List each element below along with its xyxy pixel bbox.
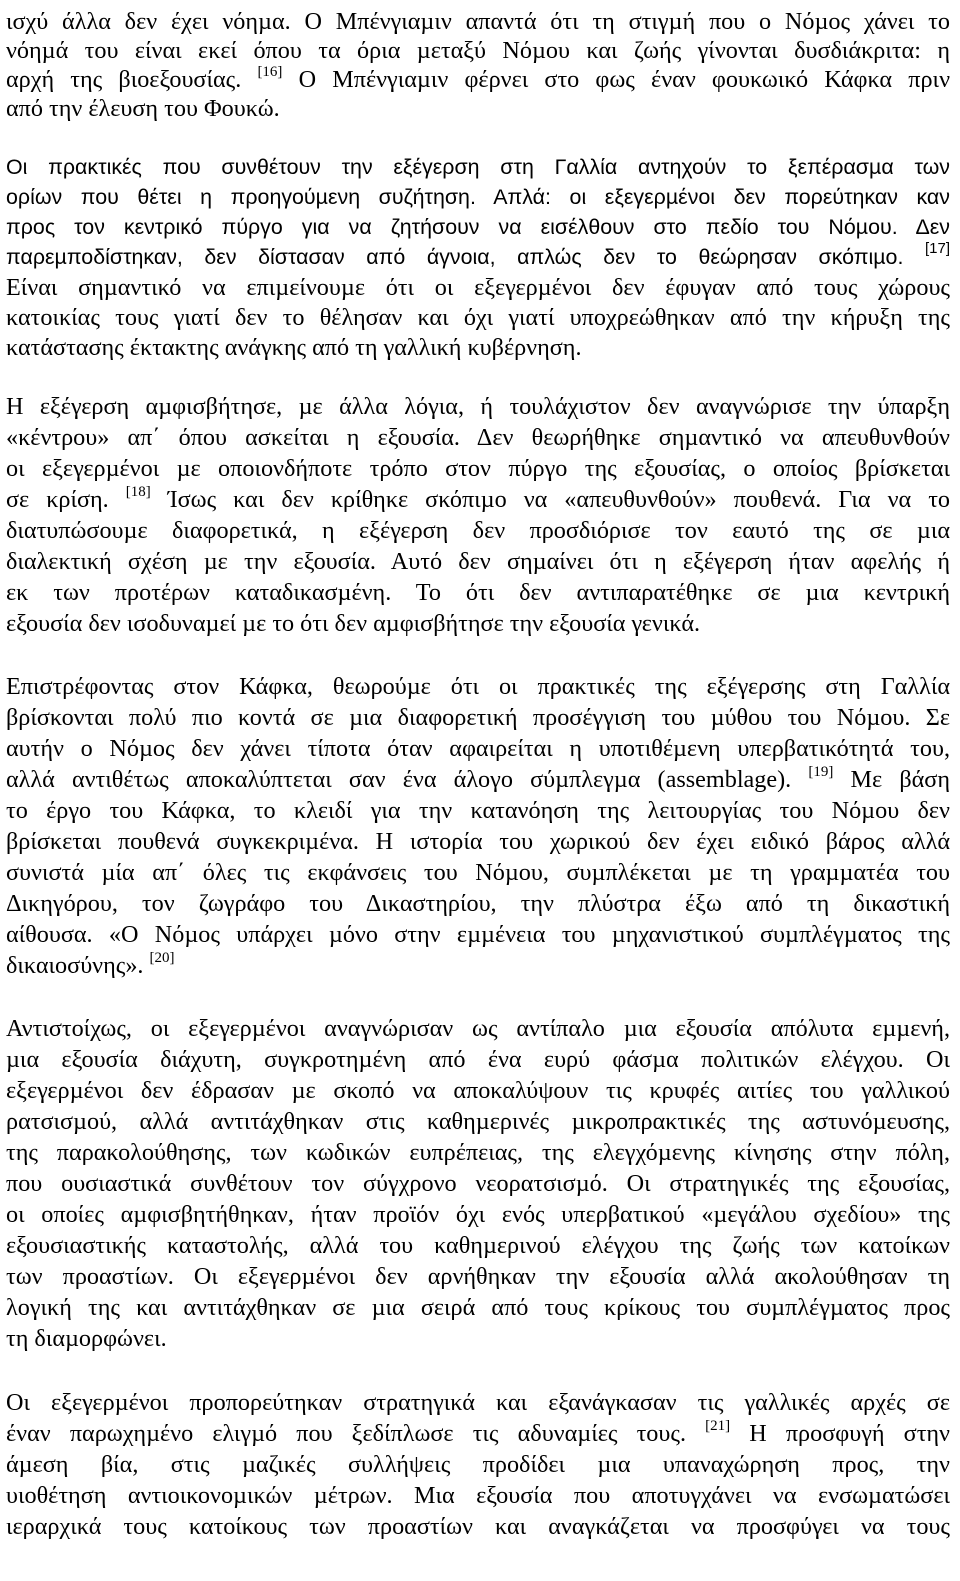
text-line: κατάστασης έκτακτης ανάγκης από τη γαλλική κυβέρνηση. [6, 334, 582, 361]
text-line: Δικηγόρου, τον ζωγράφο του Δικαστηρίου, την πλύστρα έξω από τη δικαστική [6, 890, 950, 917]
text-line: αλλά αντιθέτως αποκαλύπτεται σαν ένα άλογο σύµπλεγµα (assemblage). [19] Με βάση [6, 763, 950, 793]
text-line: οι οποίες αµφισβητήθηκαν, ήταν προϊόν όχι ενός υπερβατικού «µεγάλου σχεδίου» της [6, 1201, 950, 1228]
text-line: διατυπώσουµε διαφορετικά, η εξέγερση δεν προσδιόρισε τον εαυτό της σε µια [6, 517, 950, 544]
text-line: οι εξεγερµένοι µε οποιονδήποτε τρόπο στον πύργο της εξουσίας, ο οποίος βρίσκεται [6, 455, 950, 482]
text-line: Αντιστοίχως, οι εξεγερµένοι αναγνώρισαν ως αντίπαλο µια εξουσία απόλυτα εµµενή, [6, 1015, 950, 1042]
text-line: Οι πρακτικές που συνθέτουν την εξέγερση στη Γαλλία αντηχούν το ξεπέρασµα των [6, 155, 950, 179]
text-line: βρίσκονται πολύ πιο κοντά σε µια διαφορετική προσέγγιση του µύθου του Νόµου. Σε [6, 704, 950, 731]
text-line: ορίων που θέτει η προηγούµενη συζήτηση. Απλά: οι εξεγερµένοι δεν πορεύτηκαν καν [6, 185, 950, 209]
text-line: δικαιοσύνης». [20] [6, 949, 175, 979]
text-line: το έργο του Κάφκα, το κλειδί για την κατανόηση της λειτουργίας του Νόµου δεν [6, 797, 950, 824]
text-line: άµεση βία, στις µαζικές συλλήψεις προδίδει µια υπαναχώρηση προς, την [6, 1451, 950, 1478]
footnote-ref[interactable]: [21] [705, 1417, 731, 1434]
text-line: συνιστά µία απ΄ όλες τις εκφάνσεις του Νόµου, συµπλέκεται µε τη γραµµατέα του [6, 859, 950, 886]
text-line: αυτήν ο Νόµος δεν χάνει τίποτα όταν αφαιρείται η υποτιθέµενη υπερβατικότητά του, [6, 735, 950, 762]
footnote-ref[interactable]: [20] [149, 949, 175, 966]
text-line: προς τον κεντρικό πύργο για να ζητήσουν να εισέλθουν στο πεδίο του Νόµου. Δεν [6, 215, 950, 239]
text-line: Είναι σηµαντικό να επιµείνουµε ότι οι εξεγερµένοι δεν έφυγαν από τους χώρους [6, 274, 950, 301]
text-line: τη διαµορφώνει. [6, 1325, 167, 1352]
text-line: «κέντρου» απ΄ όπου ασκείται η εξουσία. Δεν θεωρήθηκε σηµαντικό να απευθυνθούν [6, 424, 950, 451]
footnote-ref[interactable]: [16] [257, 63, 283, 80]
text-line: διαλεκτική σχέση µε την εξουσία. Αυτό δεν σηµαίνει ότι η εξέγερση ήταν αφελής ή [6, 548, 950, 575]
text-line: ρατσισµού, αλλά αντιτάχθηκαν στις καθηµερινές µικροπρακτικές της αστυνόµευσης, [6, 1108, 950, 1135]
text-line: εκ των προτέρων καταδικασµένη. Το ότι δεν αντιπαρατέθηκε σε µια κεντρική [6, 579, 950, 606]
text-line: ισχύ άλλα δεν έχει νόηµα. Ο Μπένγιαµιν απαντά ότι τη στιγµή που ο Νόµος χάνει το [6, 8, 950, 35]
footnote-ref[interactable]: [17] [924, 239, 950, 257]
footnote-ref[interactable]: [18] [125, 483, 151, 500]
text-line: της παρακολούθησης, των κωδικών ευπρέπειας, της ελεγχόµενης κίνησης στην πόλη, [6, 1139, 950, 1166]
text-line: αίθουσα. «Ο Νόµος υπάρχει µόνο στην εµµένεια του µηχανιστικού συµπλέγµατος της [6, 921, 950, 948]
text-line: εξουσιαστικής καταστολής, αλλά του καθηµερινού ελέγχου της ζωής των κατοίκων [6, 1232, 950, 1259]
text-line: Η εξέγερση αµφισβήτησε, µε άλλα λόγια, ή τουλάχιστον δεν αναγνώρισε την ύπαρξη [6, 393, 950, 420]
text-line: των προαστίων. Οι εξεγερµένοι δεν αρνήθηκαν την εξουσία αλλά ακολούθησαν τη [6, 1263, 950, 1290]
text-line: βρίσκεται πουθενά συγκεκριµένα. Η ιστορία του χωρικού δεν έχει ειδικό βάρος αλλά [6, 828, 950, 855]
text-line: εξεγερµένοι δεν έδρασαν µε σκοπό να αποκαλύψουν τις κρυφές αιτίες του γαλλικού [6, 1077, 950, 1104]
text-line: εξουσία δεν ισοδυναµεί µε το ότι δεν αµφισβήτησε την εξουσία γενικά. [6, 610, 701, 637]
text-line: από την έλευση του Φουκώ. [6, 95, 280, 122]
text-line: παρεµποδίστηκαν, δεν δίστασαν από άγνοια, απλώς δεν το θεώρησαν σκόπιµο. [17] [6, 239, 950, 269]
text-line: Επιστρέφοντας στον Κάφκα, θεωρούµε ότι οι πρακτικές της εξέγερσης στη Γαλλία [6, 673, 950, 700]
text-line: κατοικίας τους γιατί δεν το θέλησαν και όχι γιατί υποχρεώθηκαν από την κήρυξη της [6, 304, 950, 331]
text-line: Οι εξεγερµένοι προπορεύτηκαν στρατηγικά και εξανάγκασαν τις γαλλικές αρχές σε [6, 1389, 950, 1416]
text-line: νόηµά του είναι εκεί όπου τα όρια µεταξύ Νόµου και ζωής γίνονται δυσδιάκριτα: η [6, 37, 950, 64]
text-line: λογική της και αντιτάχθηκαν σε µια σειρά από τους κρίκους του συµπλέγµατος προς [6, 1294, 950, 1321]
text-line: αρχή της βιοεξουσίας. [16] Ο Μπένγιαµιν φέρνει στο φως έναν φουκωικό Κάφκα πριν [6, 63, 950, 93]
text-line: σε κρίση. [18] Ίσως και δεν κρίθηκε σκόπιµο να «απευθυνθούν» πουθενά. Για να το [6, 483, 951, 513]
text-line: υιοθέτηση αντιοικονοµικών µέτρων. Μια εξουσία που αποτυγχάνει να ενσωµατώσει [6, 1482, 950, 1509]
text-line: που ουσιαστικά συνθέτουν τον σύγχρονο νεορατσισµό. Οι στρατηγικές της εξουσίας, [6, 1170, 950, 1197]
text-line: ιεραρχικά τους κατοίκους των προαστίων και αναγκάζεται να προσφύγει να τους [6, 1513, 950, 1540]
footnote-ref[interactable]: [19] [808, 763, 834, 780]
text-line: µια εξουσία διάχυτη, συγκροτηµένη από ένα ευρύ φάσµα πολιτικών ελέγχου. Οι [6, 1046, 950, 1073]
text-line: έναν παρωχηµένο ελιγµό που ξεδίπλωσε τις αδυναµίες τους. [21] Η προσφυγή στην [6, 1417, 950, 1447]
